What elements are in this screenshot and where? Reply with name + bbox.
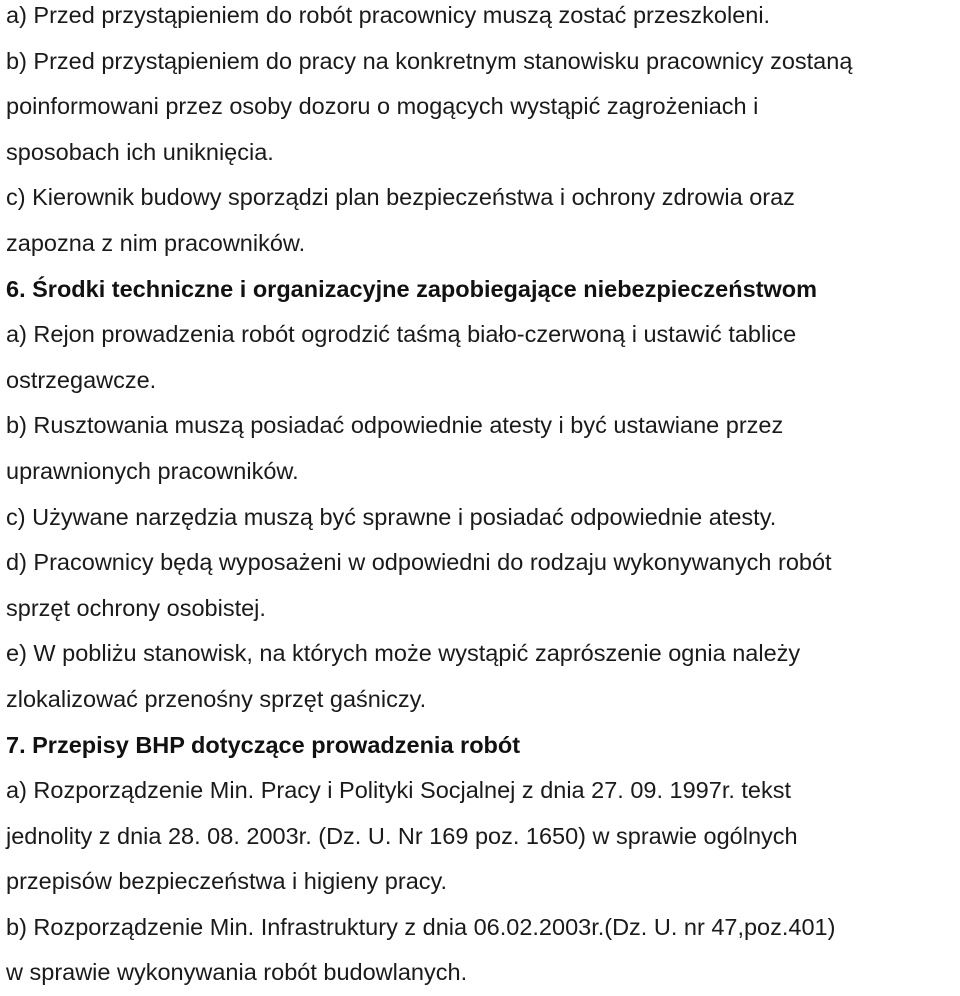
text-line: a) Przed przystąpieniem do robót pracownicy muszą zostać przeszkoleni.: [6, 2, 771, 28]
text-line: e) W pobliżu stanowisk, na których może wystąpić zaprószenie ognia należy: [6, 640, 801, 667]
text-line: przepisów bezpieczeństwa i higieny pracy.: [6, 868, 448, 895]
text-line: uprawnionych pracowników.: [6, 457, 299, 484]
text-line: b) Przed przystąpieniem do pracy na konkretnym stanowisku pracownicy zostaną: [6, 47, 853, 74]
text-line: c) Kierownik budowy sporządzi plan bezpieczeństwa i ochrony zdrowia oraz: [6, 184, 795, 211]
text-line: w sprawie wykonywania robót budowlanych.: [6, 959, 468, 986]
text-line: ostrzegawcze.: [6, 366, 157, 393]
text-line: zapozna z nim pracowników.: [6, 229, 306, 256]
text-line: d) Pracownicy będą wyposażeni w odpowiedni do rodzaju wykonywanych robót: [6, 549, 832, 576]
section-heading-7: 7. Przepisy BHP dotyczące prowadzenia robót: [6, 731, 521, 758]
text-line: a) Rozporządzenie Min. Pracy i Polityki Socjalnej z dnia 27. 09. 1997r. tekst: [6, 777, 792, 804]
text-line: zlokalizować przenośny sprzęt gaśniczy.: [6, 685, 427, 712]
text-line: sprzęt ochrony osobistej.: [6, 594, 266, 621]
text-line: b) Rozporządzenie Min. Infrastruktury z dnia 06.02.2003r.(Dz. U. nr 47,poz.401): [6, 913, 836, 940]
text-line: b) Rusztowania muszą posiadać odpowiednie atesty i być ustawiane przez: [6, 412, 784, 439]
text-line: a) Rejon prowadzenia robót ogrodzić taśmą biało-czerwoną i ustawić tablice: [6, 321, 797, 348]
document-page: [6, 0, 956, 996]
section-heading-6: 6. Środki techniczne i organizacyjne zapobiegające niebezpieczeństwom: [6, 275, 817, 302]
text-line: poinformowani przez osoby dozoru o mogących wystąpić zagrożeniach i: [6, 93, 759, 120]
text-line: c) Używane narzędzia muszą być sprawne i posiadać odpowiednie atesty.: [6, 503, 777, 530]
text-line: jednolity z dnia 28. 08. 2003r. (Dz. U. Nr 169 poz. 1650) w sprawie ogólnych: [6, 822, 798, 849]
text-line: sposobach ich uniknięcia.: [6, 138, 274, 165]
